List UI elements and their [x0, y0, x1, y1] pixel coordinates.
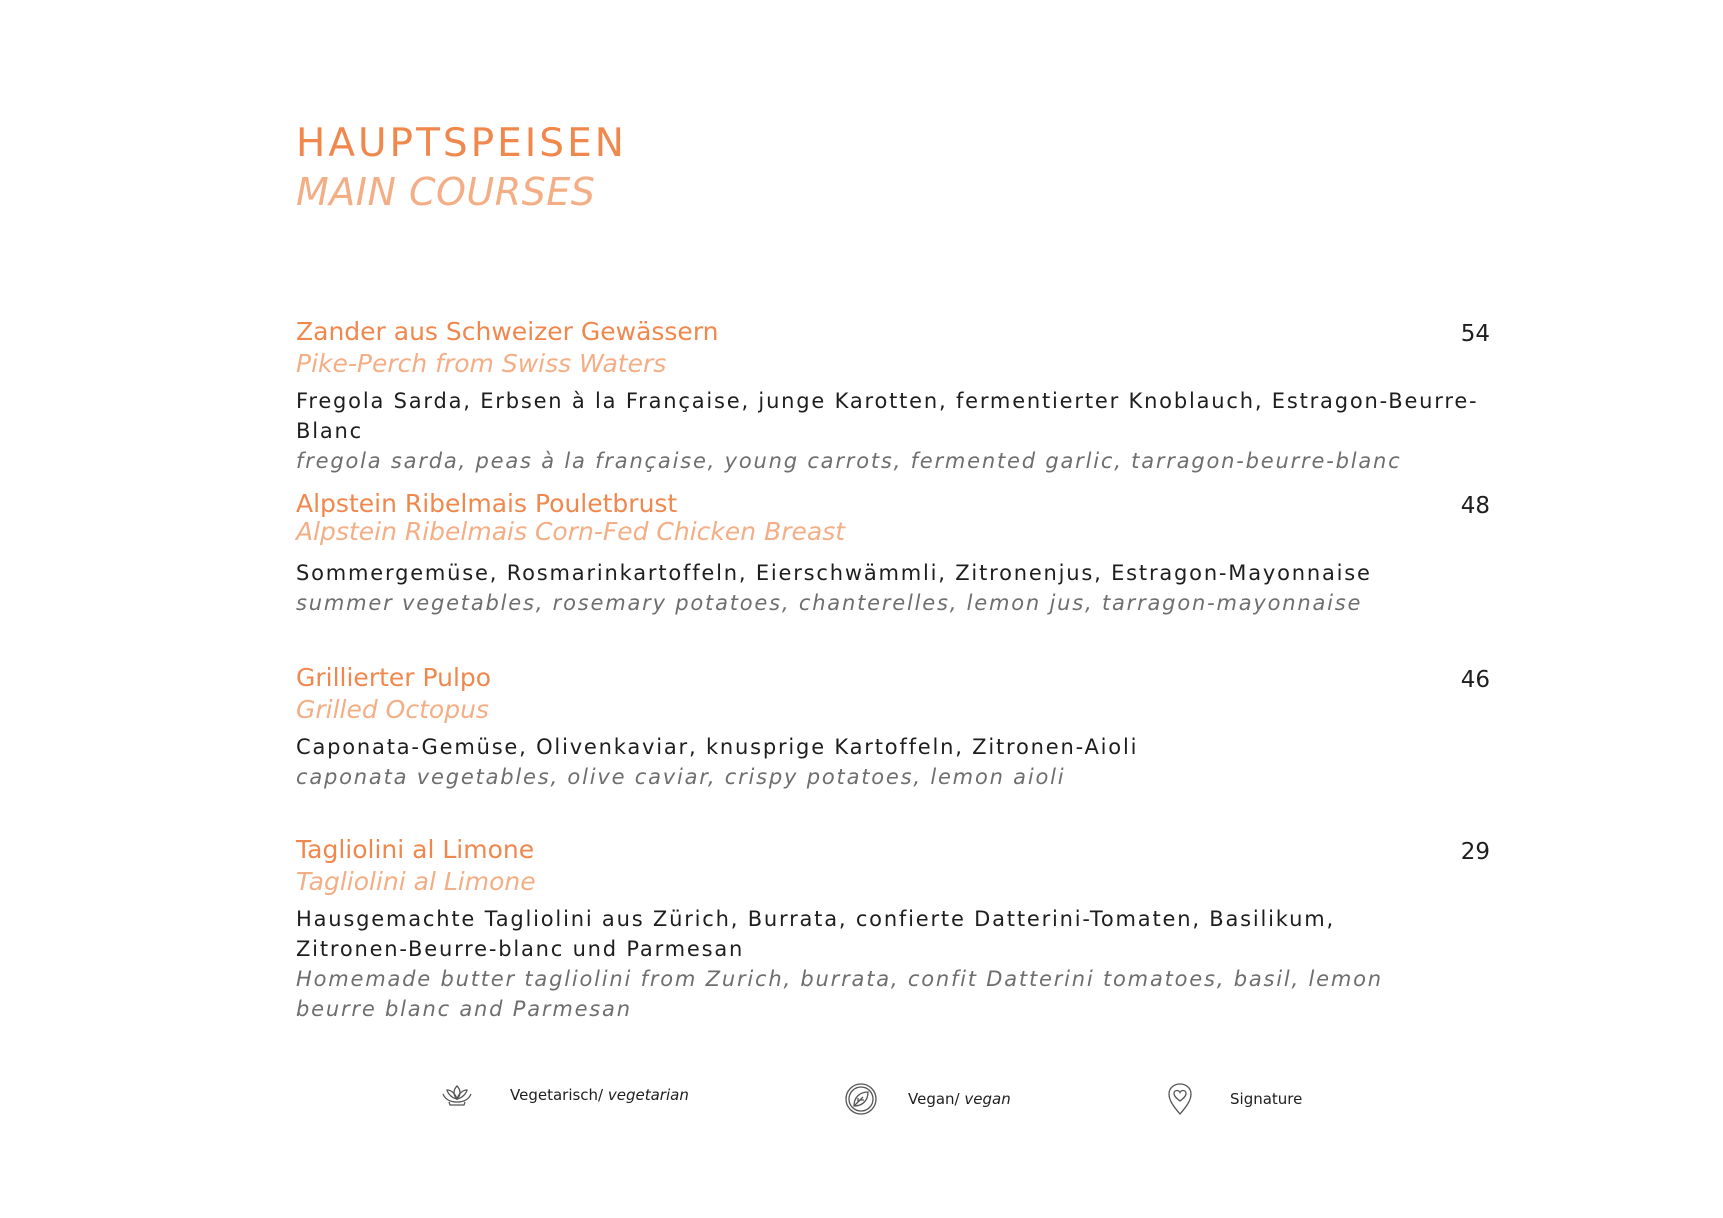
- legend-label-signature: Signature: [1230, 1090, 1303, 1108]
- dish-description-en: summer vegetables, rosemary potatoes, chanterelles, lemon jus, tarragon-mayonnaise: [296, 591, 1363, 615]
- dish-name: Grillierter Pulpo: [296, 663, 492, 692]
- legend-label-vegan: Vegan/ vegan: [908, 1090, 1011, 1108]
- menu-item: [296, 316, 1526, 476]
- dish-name: Zander aus Schweizer Gewässern: [296, 317, 719, 346]
- dish-description: Sommergemüse, Rosmarinkartoffeln, Eierschwämmli, Zitronenjus, Estragon-Mayonnaise: [296, 561, 1372, 585]
- leaf-circle-icon: [844, 1082, 878, 1116]
- dish-price: 29: [1460, 839, 1490, 865]
- heart-pin-icon: [1166, 1082, 1194, 1116]
- dish-price: 46: [1460, 667, 1490, 693]
- dish-name: Alpstein Ribelmais Pouletbrust: [296, 489, 678, 518]
- dish-description: Hausgemachte Tagliolini aus Zürich, Burrata, confierte Datterini-Tomaten, Basilikum, Zitronen-Beurre-blanc und Parmesan: [296, 907, 1335, 961]
- legend-label-vegetarian: Vegetarisch/ vegetarian: [510, 1086, 689, 1104]
- dish-description-en: caponata vegetables, olive caviar, crispy potatoes, lemon aioli: [296, 765, 1066, 789]
- dish-name-en: Grilled Octopus: [296, 695, 489, 724]
- lotus-icon: [440, 1082, 474, 1108]
- dish-description: Fregola Sarda, Erbsen à la Française, junge Karotten, fermentierter Knoblauch, Estragon-Beurre-Blanc: [296, 389, 1479, 443]
- dish-description-en: fregola sarda, peas à la française, young carrots, fermented garlic, tarragon-beurre-blanc: [296, 449, 1402, 473]
- section-subtitle: MAIN COURSES: [296, 170, 596, 214]
- section-title: HAUPTSPEISEN: [296, 121, 627, 166]
- menu-header: [296, 120, 627, 216]
- legend-vegetarian: [440, 1082, 689, 1108]
- dish-name: Tagliolini al Limone: [296, 835, 535, 864]
- menu-item: [296, 834, 1446, 1024]
- dish-price: 48: [1460, 493, 1490, 519]
- dish-name-en: Alpstein Ribelmais Corn-Fed Chicken Breast: [296, 517, 846, 546]
- legend-signature: [1166, 1082, 1302, 1116]
- dish-price: 54: [1460, 321, 1490, 347]
- menu-item: [296, 662, 1526, 792]
- dish-name-en: Tagliolini al Limone: [296, 867, 536, 896]
- menu-item: [296, 488, 1526, 618]
- legend-vegan: [844, 1082, 1011, 1116]
- dish-name-en: Pike-Perch from Swiss Waters: [296, 349, 667, 378]
- dish-description-en: Homemade butter tagliolini from Zurich, burrata, confit Datterini tomatoes, basil, lemon beurre blanc and Parmesan: [296, 967, 1383, 1021]
- dish-description: Caponata-Gemüse, Olivenkaviar, knusprige Kartoffeln, Zitronen-Aioli: [296, 735, 1139, 759]
